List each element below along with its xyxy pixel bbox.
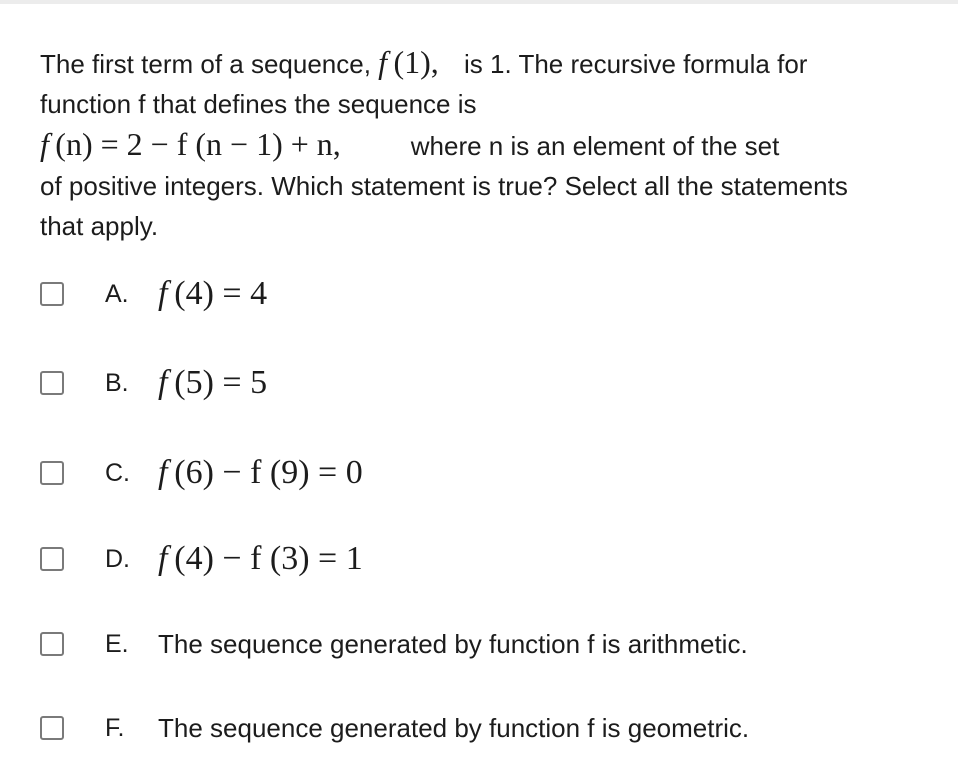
option-d-letter: D.: [105, 544, 130, 573]
question-continuation: is 1. The recursive formula for: [464, 49, 808, 79]
option-c-expression: f (6) − f (9) = 0: [158, 454, 363, 491]
option-e-checkbox[interactable]: [40, 632, 64, 656]
option-c-letter: C.: [105, 458, 130, 487]
option-f[interactable]: [40, 708, 750, 748]
option-e-letter: E.: [105, 629, 129, 658]
option-d[interactable]: [40, 539, 363, 579]
first-term-expression: f (1),: [378, 44, 439, 80]
question-line-3: [40, 124, 930, 166]
question-line-1: [40, 42, 930, 84]
option-d-expression: f (4) − f (3) = 1: [158, 540, 363, 577]
question-line-2: function f that defines the sequence is: [40, 89, 477, 119]
option-f-checkbox[interactable]: [40, 716, 64, 740]
question-intro: The first term of a sequence,: [40, 49, 371, 79]
recursive-formula: f (n) = 2 − f (n − 1) + n,: [40, 126, 341, 162]
option-e-text: The sequence generated by function f is arithmetic.: [158, 628, 748, 659]
question-line-4: of positive integers. Which statement is true? Select all the statements: [40, 171, 848, 201]
option-c[interactable]: [40, 453, 363, 493]
option-e[interactable]: [40, 624, 748, 664]
option-b[interactable]: [40, 363, 268, 403]
question-text: [40, 42, 930, 246]
question-line-5: that apply.: [40, 211, 159, 241]
option-b-checkbox[interactable]: [40, 371, 64, 395]
option-a[interactable]: [40, 274, 268, 314]
option-f-text: The sequence generated by function f is geometric.: [158, 712, 750, 743]
option-b-expression: f (5) = 5: [158, 364, 268, 401]
option-f-letter: F.: [105, 713, 125, 742]
option-a-checkbox[interactable]: [40, 282, 64, 306]
formula-domain-text: where n is an element of the set: [410, 131, 780, 161]
option-c-checkbox[interactable]: [40, 461, 64, 485]
option-a-letter: A.: [105, 279, 129, 308]
option-b-letter: B.: [105, 368, 129, 397]
option-d-checkbox[interactable]: [40, 547, 64, 571]
option-a-expression: f (4) = 4: [158, 275, 268, 312]
